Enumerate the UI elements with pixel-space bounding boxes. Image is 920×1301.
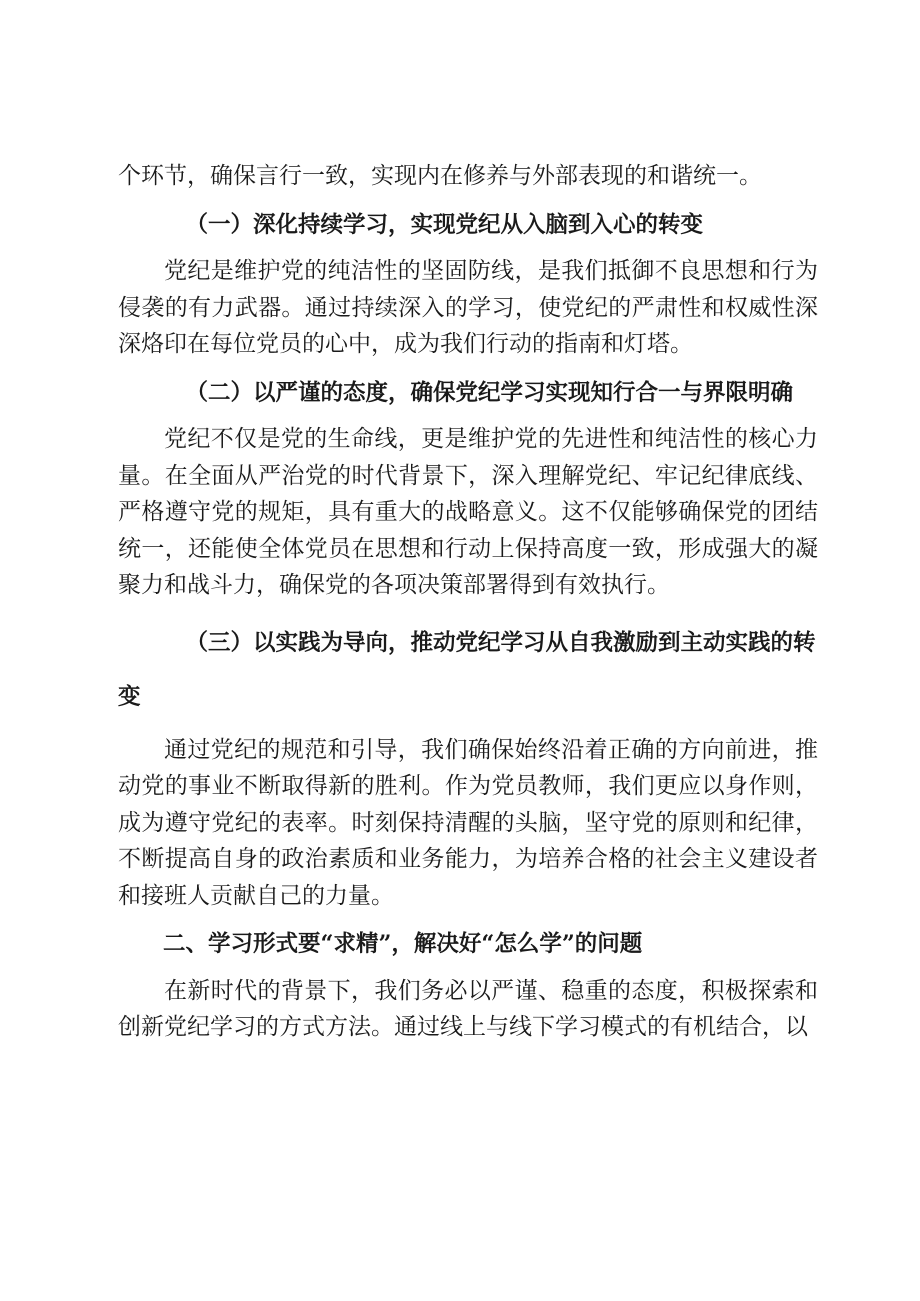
section-heading-1: （一）深化持续学习，实现党纪从入脑到入心的转变 <box>185 211 704 238</box>
paragraph-4: 在新时代的背景下，我们务必以严谨、稳重的态度，积极探索和创新党纪学习的方式方法。通过线上与线下学习模式的有机结合，以 <box>118 977 818 1040</box>
section-heading-2: （二）以严谨的态度，确保党纪学习实现知行合一与界限明确 <box>185 379 794 406</box>
chapter-heading-2: 二、学习形式要“求精”，解决好“怎么学”的问题 <box>163 931 643 957</box>
section-heading-3: （三）以实践为导向，推动党纪学习从自我激励到主动实践的转变 <box>118 629 816 710</box>
paragraph-1: 党纪是维护党的纯洁性的坚固防线，是我们抵御不良思想和行为侵袭的有力武器。通过持续深入的学习，使党纪的严肃性和权威性深深烙印在每位党员的心中，成为我们行动的指南和灯塔。 <box>118 258 818 357</box>
paragraph-2: 党纪不仅是党的生命线，更是维护党的先进性和纯洁性的核心力量。在全面从严治党的时代背景下，深入理解党纪、牢记纪律底线、严格遵守党的规矩，具有重大的战略意义。这不仅能够确保党的团结统一，还能使全体党员在思想和行动上保持高度一致，形成强大的凝聚力和战斗力，确保党的各项决策部署得到有效执行。 <box>118 426 818 598</box>
document-page <box>118 158 818 1046</box>
paragraph-continued: 个环节，确保言行一致，实现内在修养与外部表现的和谐统一。 <box>118 163 762 189</box>
paragraph-3: 通过党纪的规范和引导，我们确保始终沿着正确的方向前进，推动党的事业不断取得新的胜利。作为党员教师，我们更应以身作则，成为遵守党纪的表率。时刻保持清醒的头脑，坚守党的原则和纪律，不断提高自身的政治素质和业务能力，为培养合格的社会主义建设者和接班人贡献自己的力量。 <box>118 736 818 909</box>
